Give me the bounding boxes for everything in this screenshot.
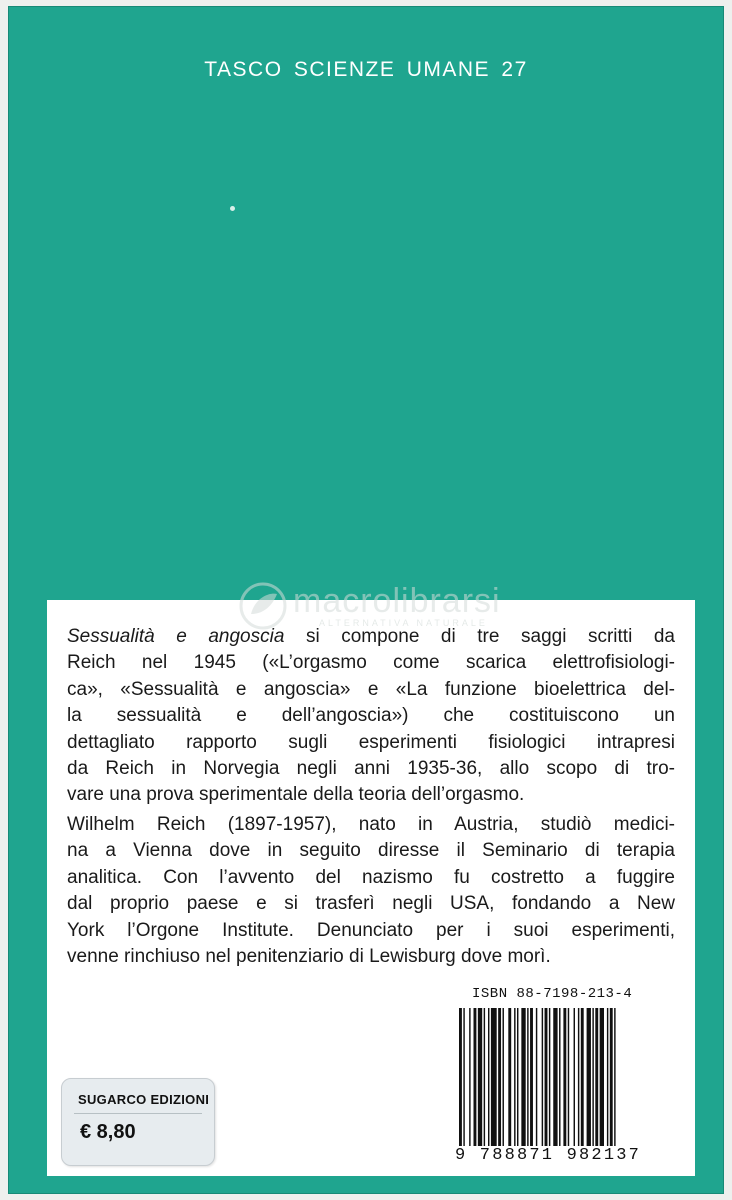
- barcode-bar: [563, 1008, 566, 1156]
- barcode-bar: [595, 1008, 598, 1156]
- book-title: Sessualità e angoscia: [67, 626, 285, 647]
- barcode-bar: [469, 1008, 470, 1156]
- barcode-bar: [530, 1008, 533, 1156]
- bio-line: na a Vienna dove in seguito diresse il Seminario di terapia: [67, 840, 675, 862]
- barcode-bar: [568, 1008, 569, 1156]
- barcode-bar: [607, 1008, 608, 1156]
- barcode-bar: [484, 1008, 485, 1156]
- barcode-bar: [574, 1008, 575, 1156]
- bio-line: dal proprio paese e si trasferì negli USA, fondando a New: [67, 893, 675, 915]
- barcode-bar: [527, 1008, 528, 1156]
- barcode-bar: [549, 1008, 550, 1156]
- barcode-bar: [474, 1008, 477, 1156]
- barcode-bar: [491, 1008, 497, 1156]
- barcode-bar: [559, 1008, 560, 1156]
- barcode-bar: [521, 1008, 525, 1156]
- barcode-bar: [508, 1008, 511, 1156]
- barcode: [459, 1008, 683, 1156]
- barcode-number: 9 788871 982137: [455, 1146, 687, 1165]
- watermark-tagline: ALTERNATIVA NATURALE: [319, 618, 488, 628]
- description-line: vare una prova sperimentale della teoria dell’orgasmo.: [67, 784, 525, 806]
- barcode-bar: [542, 1008, 543, 1156]
- barcode-bar: [459, 1008, 462, 1156]
- barcode-bar: [614, 1008, 615, 1156]
- description-line: Sessualità e angoscia si compone di tre saggi scritti da: [67, 626, 675, 647]
- price: € 8,80: [80, 1121, 136, 1143]
- description-line: dettagliato rapporto sugli esperimenti fisiologici intrapresi: [67, 731, 675, 753]
- barcode-bar: [578, 1008, 579, 1156]
- bio-line: York l’Orgone Institute. Denunciato per i suoi esperimenti,: [67, 919, 675, 941]
- text-panel: [47, 582, 695, 1176]
- barcode-bar: [600, 1008, 604, 1156]
- bio-line: venne rinchiuso nel penitenziario di Lewisburg dove morì.: [67, 946, 551, 968]
- barcode-bar: [610, 1008, 613, 1156]
- barcode-bar: [488, 1008, 489, 1156]
- cover-speck: [230, 206, 235, 211]
- barcode-bar: [587, 1008, 591, 1156]
- author-biography: [67, 812, 675, 970]
- description-line: da Reich in Norvegia negli anni 1935-36, allo scopo di tro-: [67, 758, 675, 780]
- bio-line: Wilhelm Reich (1897-1957), nato in Austria, studiò medici-: [67, 814, 675, 835]
- barcode-bar: [592, 1008, 593, 1156]
- description-line: ca», «Sessualità e angoscia» e «La funzione bioelettrica del-: [67, 678, 675, 700]
- price-sticker: [61, 1078, 215, 1166]
- barcode-bar: [514, 1008, 515, 1156]
- barcode-bar: [553, 1008, 557, 1156]
- series-label: TASCO SCIENZE UMANE 27: [204, 58, 528, 81]
- book-back-cover: [8, 6, 724, 1194]
- barcode-bar: [478, 1008, 482, 1156]
- barcode-bar: [581, 1008, 584, 1156]
- description-line: la sessualità e dell’angoscia») che costituiscono un: [67, 705, 675, 727]
- sticker-divider: [74, 1113, 202, 1114]
- barcode-bar: [536, 1008, 537, 1156]
- barcode-bar: [463, 1008, 464, 1156]
- isbn-label: ISBN 88-7198-213-4: [472, 986, 633, 1002]
- description-line: Reich nel 1945 («L’orgasmo come scarica elettrofisiologi-: [67, 652, 675, 674]
- publisher-name: SUGARCO EDIZIONI: [78, 1092, 210, 1107]
- barcode-bar: [498, 1008, 501, 1156]
- barcode-bar: [517, 1008, 518, 1156]
- bio-line: analitica. Con l’avvento del nazismo fu costretto a fuggire: [67, 866, 675, 888]
- barcode-bar: [545, 1008, 548, 1156]
- barcode-bar: [503, 1008, 504, 1156]
- watermark-brand: macrolibrarsi: [293, 582, 501, 620]
- book-description: [67, 624, 675, 809]
